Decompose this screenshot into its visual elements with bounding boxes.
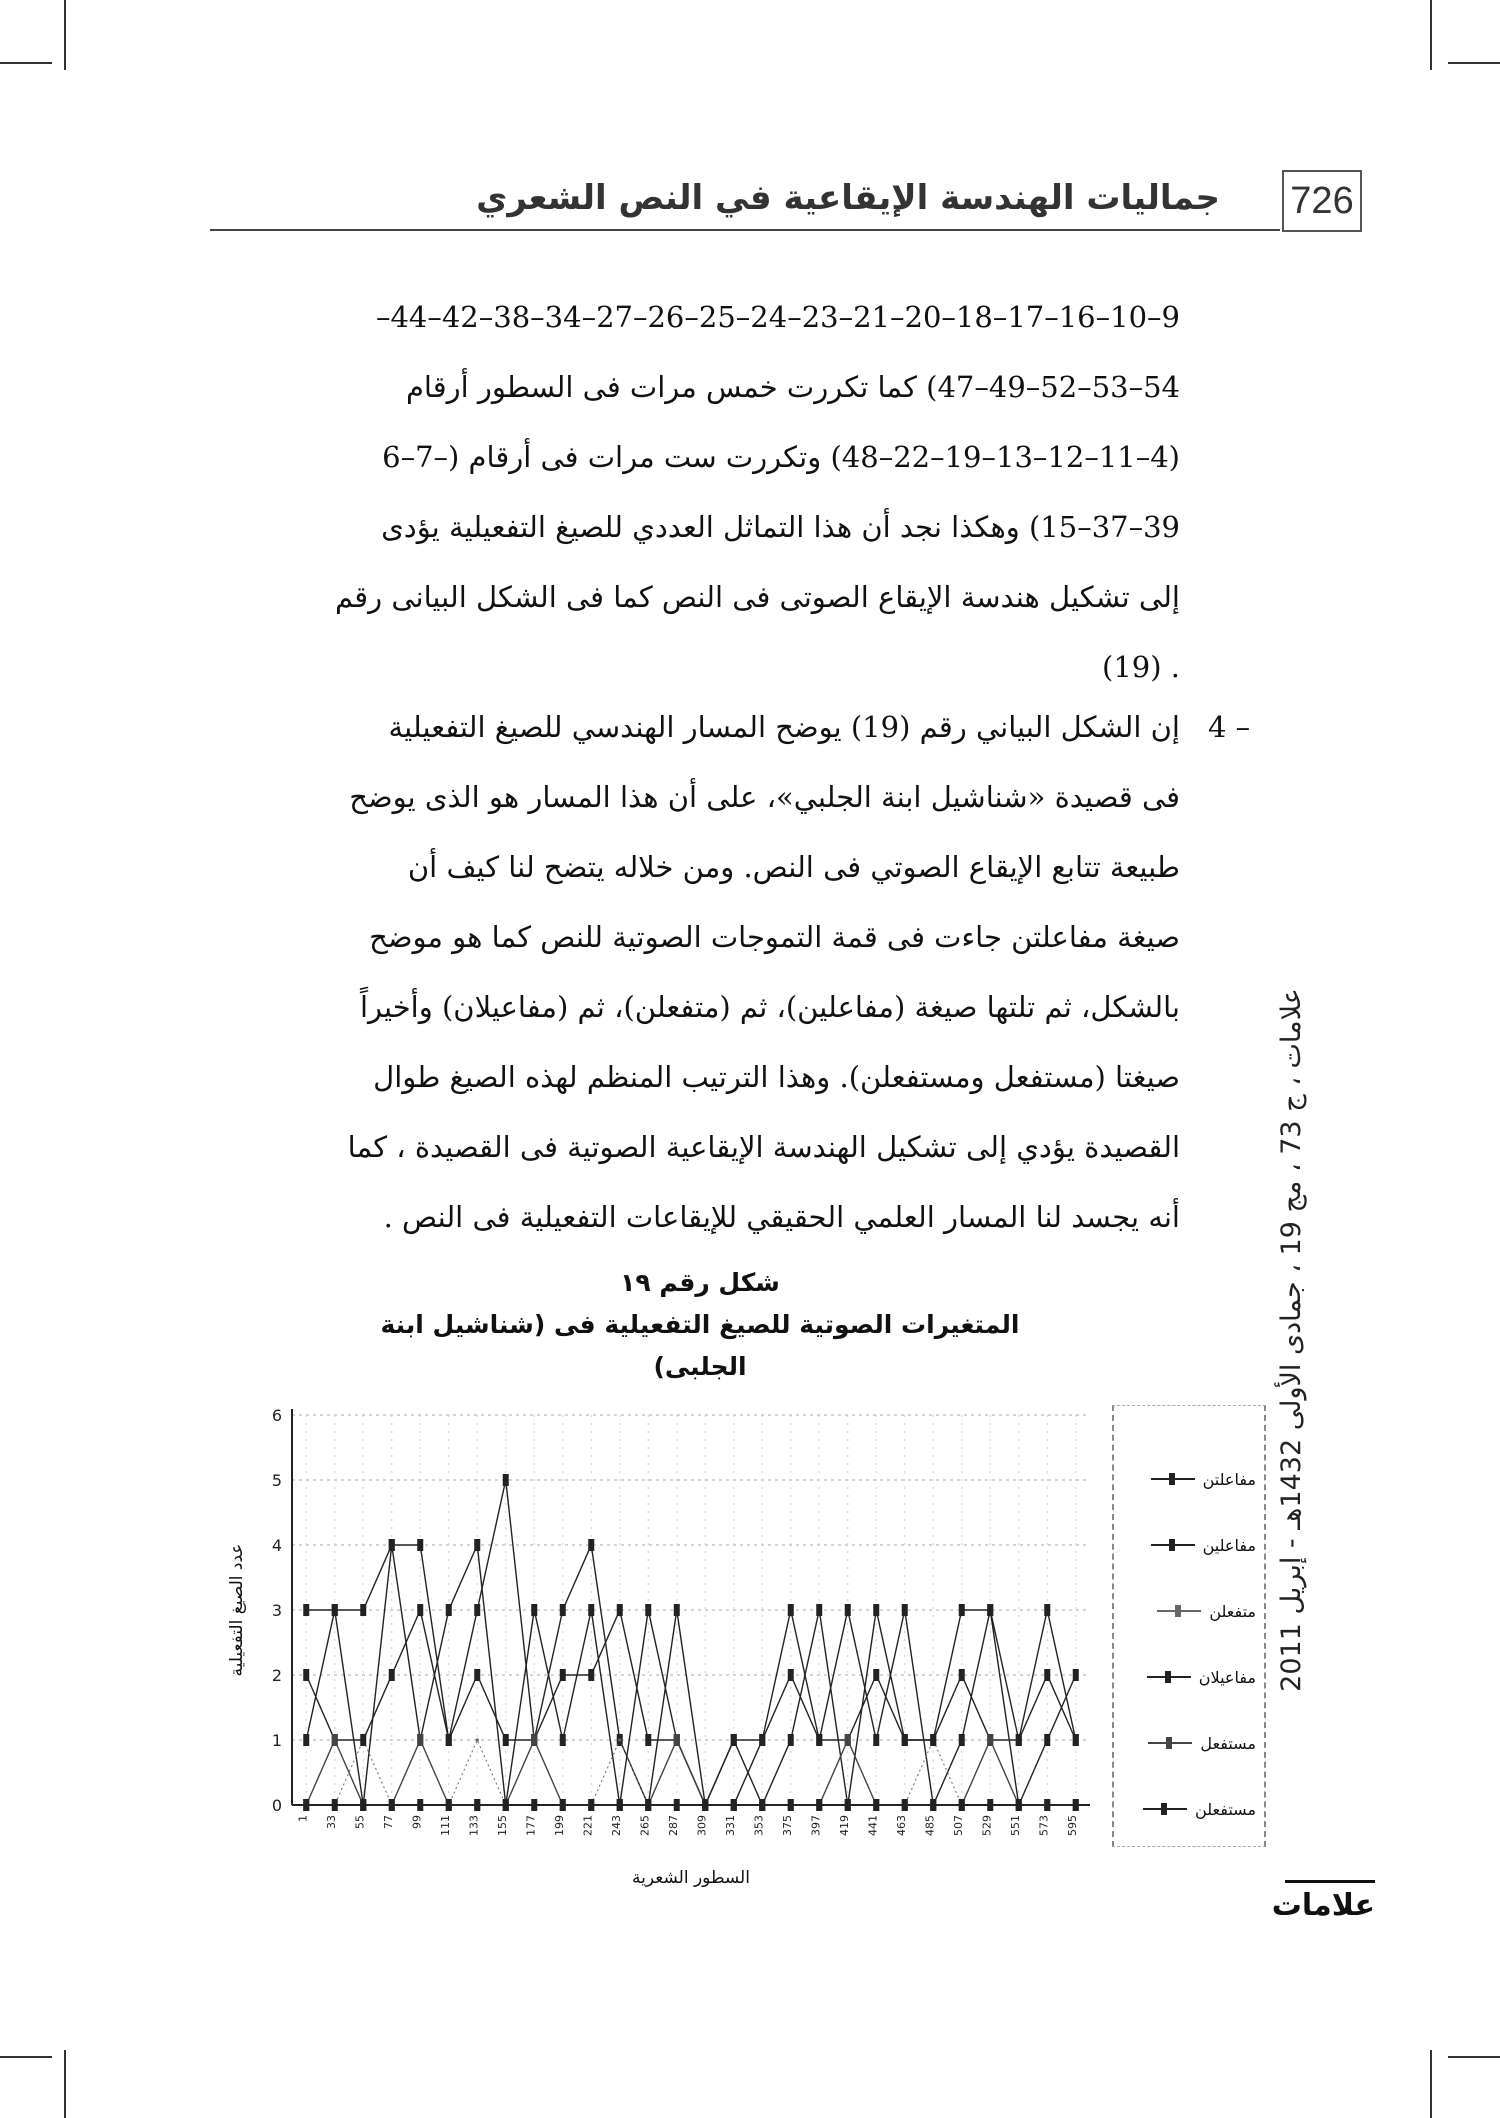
y-tick-label: 1 bbox=[271, 1731, 282, 1750]
text-line: القصيدة يؤدي إلى تشكيل الهندسة الإيقاعية الصوتية فى القصيدة ، كما bbox=[347, 1130, 1180, 1164]
data-point bbox=[588, 1799, 594, 1811]
x-tick-label: 551 bbox=[1008, 1815, 1022, 1836]
crop-mark bbox=[0, 62, 52, 64]
journal-logo: علامات bbox=[1285, 1880, 1375, 1929]
x-tick-label: 331 bbox=[723, 1815, 737, 1836]
x-tick-label: 55 bbox=[353, 1815, 367, 1829]
x-axis-label: السطور الشعرية bbox=[632, 1868, 750, 1888]
legend-entry bbox=[1114, 1578, 1264, 1644]
data-point bbox=[902, 1799, 908, 1811]
data-point bbox=[617, 1799, 623, 1811]
journal-info: علامات ، ج 73 ، مج 19 ، جمادى الأولى 1432هـ - إبريل 2011 bbox=[1276, 988, 1307, 1692]
data-point bbox=[389, 1539, 395, 1551]
x-tick-label: 573 bbox=[1037, 1815, 1051, 1836]
x-tick-label: 595 bbox=[1065, 1815, 1079, 1836]
data-point bbox=[303, 1799, 309, 1811]
data-point bbox=[987, 1734, 993, 1746]
x-tick-label: 397 bbox=[809, 1815, 823, 1836]
data-point bbox=[959, 1604, 965, 1616]
data-point bbox=[474, 1604, 480, 1616]
crop-mark bbox=[1448, 62, 1500, 64]
x-tick-label: 177 bbox=[524, 1815, 538, 1836]
legend-label: مفاعيلان bbox=[1198, 1667, 1256, 1687]
data-point bbox=[617, 1604, 623, 1616]
x-tick-label: 265 bbox=[638, 1815, 652, 1836]
crop-mark bbox=[64, 2050, 66, 2118]
line-chart bbox=[220, 1395, 1140, 1895]
data-point bbox=[389, 1669, 395, 1681]
y-tick-label: 4 bbox=[271, 1536, 282, 1555]
data-point bbox=[360, 1799, 366, 1811]
legend-label: مفاعلين bbox=[1202, 1535, 1256, 1555]
x-tick-label: 375 bbox=[780, 1815, 794, 1836]
x-tick-label: 221 bbox=[581, 1815, 595, 1836]
y-tick-label: 3 bbox=[271, 1601, 282, 1620]
data-point bbox=[873, 1734, 879, 1746]
data-point bbox=[702, 1799, 708, 1811]
data-point bbox=[987, 1604, 993, 1616]
data-point bbox=[674, 1734, 680, 1746]
x-tick-label: 529 bbox=[980, 1815, 994, 1836]
data-point bbox=[816, 1604, 822, 1616]
data-point bbox=[1044, 1799, 1050, 1811]
x-tick-label: 353 bbox=[752, 1815, 766, 1836]
data-point bbox=[788, 1669, 794, 1681]
data-point bbox=[332, 1604, 338, 1616]
x-tick-label: 463 bbox=[894, 1815, 908, 1836]
figure-title: المتغيرات الصوتية للصيغ التفعيلية فى (شناشيل ابنة الجلبى) bbox=[380, 1310, 1020, 1381]
x-tick-label: 287 bbox=[666, 1815, 680, 1836]
data-point bbox=[731, 1799, 737, 1811]
legend-swatch bbox=[1157, 1610, 1201, 1612]
data-point bbox=[930, 1799, 936, 1811]
data-point bbox=[417, 1604, 423, 1616]
data-point bbox=[788, 1799, 794, 1811]
body-paragraph-1 bbox=[215, 282, 1180, 702]
text-line: صيغتا (مستفعل ومستفعلن). وهذا الترتيب المنظم لهذه الصيغ طوال bbox=[373, 1060, 1180, 1094]
body-paragraph-2 bbox=[215, 692, 1180, 1252]
data-point bbox=[959, 1734, 965, 1746]
x-tick-label: 507 bbox=[951, 1815, 965, 1836]
text-line: فى قصيدة «شناشيل ابنة الجلبي»، على أن هذا المسار هو الذى يوضح bbox=[349, 780, 1180, 814]
data-point bbox=[930, 1734, 936, 1746]
data-point bbox=[1044, 1604, 1050, 1616]
series-line bbox=[306, 1740, 1076, 1805]
data-point bbox=[332, 1734, 338, 1746]
data-point bbox=[959, 1669, 965, 1681]
data-point bbox=[503, 1474, 509, 1486]
data-point bbox=[360, 1604, 366, 1616]
y-tick-label: 0 bbox=[271, 1796, 282, 1815]
x-tick-label: 485 bbox=[923, 1815, 937, 1836]
data-point bbox=[788, 1604, 794, 1616]
data-point bbox=[1073, 1734, 1079, 1746]
data-point bbox=[759, 1799, 765, 1811]
data-point bbox=[417, 1734, 423, 1746]
header-divider bbox=[210, 229, 1280, 231]
legend-marker bbox=[1166, 1737, 1172, 1749]
text-line: بالشكل، ثم تلتها صيغة (مفاعلين)، ثم (متفعلن)، ثم (مفاعيلان) وأخيراً bbox=[359, 990, 1180, 1024]
data-point bbox=[959, 1799, 965, 1811]
y-tick-label: 6 bbox=[271, 1406, 282, 1425]
legend-swatch bbox=[1151, 1478, 1195, 1480]
data-point bbox=[902, 1734, 908, 1746]
data-point bbox=[816, 1799, 822, 1811]
data-point bbox=[1044, 1734, 1050, 1746]
page-number: 726 bbox=[1282, 170, 1362, 232]
x-tick-label: 441 bbox=[866, 1815, 880, 1836]
x-tick-label: 111 bbox=[438, 1815, 452, 1836]
text-line: إن الشكل البياني رقم (19) يوضح المسار الهندسي للصيغ التفعيلية bbox=[388, 710, 1180, 744]
data-point bbox=[474, 1669, 480, 1681]
x-tick-label: 155 bbox=[495, 1815, 509, 1836]
text-line: إلى تشكيل هندسة الإيقاع الصوتى فى النص كما فى الشكل البيانى رقم bbox=[334, 580, 1180, 614]
x-tick-label: 243 bbox=[609, 1815, 623, 1836]
data-point bbox=[560, 1799, 566, 1811]
y-tick-label: 2 bbox=[271, 1666, 282, 1685]
legend-entry bbox=[1114, 1644, 1264, 1710]
text-line: صيغة مفاعلتن جاءت فى قمة التموجات الصوتية للنص كما هو موضح bbox=[369, 920, 1180, 954]
data-point bbox=[816, 1734, 822, 1746]
data-point bbox=[645, 1734, 651, 1746]
crop-mark bbox=[1448, 2056, 1500, 2058]
data-point bbox=[503, 1799, 509, 1811]
data-point bbox=[503, 1734, 509, 1746]
legend-label: مستفعلن bbox=[1195, 1799, 1256, 1819]
crop-mark bbox=[0, 2056, 52, 2058]
data-point bbox=[446, 1799, 452, 1811]
x-tick-label: 419 bbox=[837, 1815, 851, 1836]
data-point bbox=[476, 1738, 479, 1741]
crop-mark bbox=[1430, 2050, 1432, 2118]
data-point bbox=[618, 1738, 621, 1741]
legend-swatch bbox=[1147, 1676, 1191, 1678]
x-tick-label: 77 bbox=[381, 1815, 395, 1829]
text-line: 39–37–15) وهكذا نجد أن هذا التماثل العددي للصيغ التفعيلية يؤدى bbox=[381, 510, 1180, 544]
legend-marker bbox=[1169, 1539, 1175, 1551]
y-axis-label: عدد الصيغ التفعيلية bbox=[227, 1543, 247, 1677]
data-point bbox=[531, 1604, 537, 1616]
legend-entry bbox=[1114, 1446, 1264, 1512]
data-point bbox=[645, 1604, 651, 1616]
x-tick-label: 199 bbox=[552, 1815, 566, 1836]
data-point bbox=[845, 1604, 851, 1616]
data-point bbox=[674, 1604, 680, 1616]
chart-svg bbox=[220, 1395, 1140, 1895]
legend-marker bbox=[1175, 1605, 1181, 1617]
data-point bbox=[788, 1734, 794, 1746]
data-point bbox=[674, 1799, 680, 1811]
data-point bbox=[560, 1669, 566, 1681]
text-line: 54–53–52–49–47) كما تكررت خمس مرات فى السطور أرقام bbox=[405, 370, 1180, 404]
text-line: (4–11–12–13–19–22–48) وتكررت ست مرات فى أرقام (–7–6 bbox=[382, 440, 1180, 474]
text-line: 9–10–16–17–18–20–21–23–24–25–26–27–34–38–42–44– bbox=[375, 300, 1180, 334]
figure-number: شكل رقم ١٩ bbox=[620, 1268, 780, 1297]
data-point bbox=[531, 1799, 537, 1811]
y-tick-label: 5 bbox=[271, 1471, 282, 1490]
data-point bbox=[731, 1734, 737, 1746]
data-point bbox=[845, 1799, 851, 1811]
x-tick-label: 133 bbox=[467, 1815, 481, 1836]
legend-entry bbox=[1114, 1776, 1264, 1842]
data-point bbox=[645, 1799, 651, 1811]
data-point bbox=[1016, 1734, 1022, 1746]
data-point bbox=[1073, 1669, 1079, 1681]
data-point bbox=[417, 1799, 423, 1811]
x-tick-label: 309 bbox=[695, 1815, 709, 1836]
crop-mark bbox=[64, 0, 66, 70]
legend-marker bbox=[1161, 1803, 1167, 1815]
data-point bbox=[759, 1734, 765, 1746]
legend-label: مفاعلتن bbox=[1202, 1469, 1256, 1489]
data-point bbox=[474, 1539, 480, 1551]
text-line: طبيعة تتابع الإيقاع الصوتي فى النص. ومن خلاله يتضح لنا كيف أن bbox=[407, 850, 1180, 884]
data-point bbox=[474, 1799, 480, 1811]
data-point bbox=[332, 1799, 338, 1811]
running-title: جماليات الهندسة الإيقاعية في النص الشعري bbox=[476, 178, 1220, 218]
text-line: أنه يجسد لنا المسار العلمي الحقيقي للإيقاعات التفعيلية فى النص . bbox=[383, 1200, 1180, 1234]
legend-swatch bbox=[1143, 1808, 1187, 1810]
list-item-number: 4 – bbox=[1208, 710, 1251, 744]
legend-swatch bbox=[1151, 1544, 1195, 1546]
data-point bbox=[446, 1734, 452, 1746]
data-point bbox=[1016, 1799, 1022, 1811]
data-point bbox=[417, 1539, 423, 1551]
legend-marker bbox=[1165, 1671, 1171, 1683]
crop-mark bbox=[1430, 0, 1432, 70]
data-point bbox=[1073, 1799, 1079, 1811]
x-tick-label: 33 bbox=[324, 1815, 338, 1829]
data-point bbox=[389, 1799, 395, 1811]
data-point bbox=[845, 1734, 851, 1746]
data-point bbox=[360, 1734, 366, 1746]
chart-legend bbox=[1112, 1405, 1266, 1847]
legend-entry bbox=[1114, 1710, 1264, 1776]
figure-caption bbox=[380, 1262, 1020, 1388]
legend-label: متفعلن bbox=[1209, 1601, 1256, 1621]
data-point bbox=[873, 1604, 879, 1616]
data-point bbox=[303, 1669, 309, 1681]
data-point bbox=[560, 1734, 566, 1746]
data-point bbox=[446, 1604, 452, 1616]
data-point bbox=[560, 1604, 566, 1616]
data-point bbox=[873, 1799, 879, 1811]
data-point bbox=[1044, 1669, 1050, 1681]
data-point bbox=[987, 1799, 993, 1811]
legend-label: مستفعل bbox=[1200, 1733, 1256, 1753]
series-line bbox=[306, 1480, 1076, 1805]
data-point bbox=[588, 1669, 594, 1681]
data-point bbox=[303, 1604, 309, 1616]
data-point bbox=[531, 1734, 537, 1746]
legend-swatch bbox=[1148, 1742, 1192, 1744]
data-point bbox=[588, 1539, 594, 1551]
legend-marker bbox=[1169, 1473, 1175, 1485]
data-point bbox=[902, 1604, 908, 1616]
x-tick-label: 99 bbox=[410, 1815, 424, 1829]
text-line: . (19) bbox=[1102, 650, 1180, 684]
data-point bbox=[588, 1604, 594, 1616]
x-tick-label: 1 bbox=[296, 1815, 310, 1822]
legend-entry bbox=[1114, 1512, 1264, 1578]
data-point bbox=[873, 1669, 879, 1681]
data-point bbox=[303, 1734, 309, 1746]
